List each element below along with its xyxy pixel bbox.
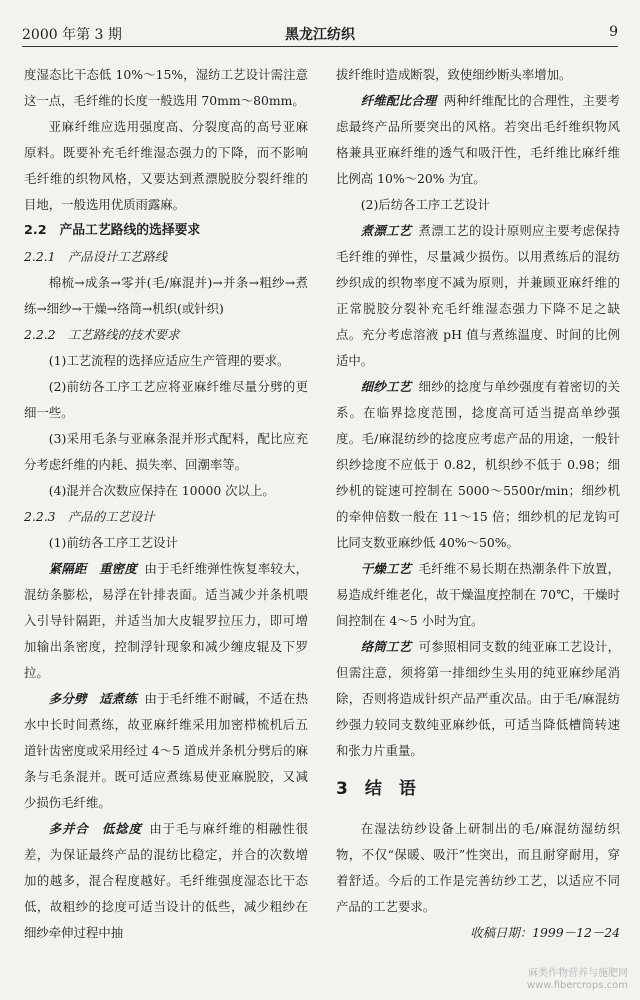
runin-heading: 细纱工艺 <box>360 379 412 394</box>
section-heading: 2.2 产品工艺路线的选择要求 <box>24 223 201 238</box>
issue-label: 2000 年第 3 期 <box>22 27 122 43</box>
subsection-heading: 2.2.3 产品的工艺设计 <box>24 509 155 524</box>
watermark <box>527 968 628 992</box>
runin-paragraph <box>336 634 620 764</box>
runin-body: 由于毛纤维不耐碱，不适在热水中长时间煮练，故亚麻纤维采用加密栉梳机后五道针齿密度或采用经过 4～5 道成并条机分劈后的麻条与毛条混并。既可适应煮练易使亚麻脱胶，又减少损伤毛纤维。 <box>24 691 309 810</box>
received-date: 收稿日期：1999－12－24 <box>470 925 620 940</box>
page-number: 9 <box>609 24 618 40</box>
body-paragraph: 亚麻纤维应选用强度高、分裂度高的高号亚麻原料。既要补充毛纤维湿态强力的下降，而不影响毛纤维的织物风格，又要达到煮漂脱胶分裂纤维的目地，一般选用优质雨露麻。 <box>24 119 308 212</box>
runin-heading: 多分劈 适煮练 <box>48 691 137 706</box>
runin-body: 由于毛纤维弹性恢复率较大，混纺条膨松，易浮在针排表面。适当减少并条机喂入引导针隔距，并适当加大皮辊罗拉压力，即可增加输出条密度，控制浮针现象和减少缠皮辊及下罗拉。 <box>24 561 309 680</box>
runin-body: 由于毛与麻纤维的相融性很差，为保证最终产品的混纺比稳定，并合的次数增加的越多，混合程度越好。毛纤维强度湿态比干态低，故粗纱的捻度可适当设计的低些，减少粗纱在细纱牵伸过程中抽 <box>24 821 309 940</box>
journal-title: 黑龙江纺织 <box>285 27 355 43</box>
left-text-column <box>24 62 308 946</box>
subsection-heading: 2.2.1 产品设计工艺路线 <box>24 249 168 264</box>
running-header <box>22 24 618 46</box>
runin-paragraph <box>336 218 620 374</box>
watermark-line1: 麻类作物营养与施肥网 <box>528 968 628 979</box>
runin-body: 煮漂工艺的设计原则应主要考虑保持毛纤维的弹性，尽量减少损伤。以用煮练后的混纺纱织成的织物率度不减为原则，并兼顾亚麻纤维的正常脱胶分裂补充毛纤维湿态强力下降不足之缺点。充分考虑溶液 pH 值与煮练温度、时间的比例适中。 <box>336 223 621 368</box>
body-paragraph: 拔纤维时造成断裂，致使细纱断头率增加。 <box>336 67 572 82</box>
runin-heading: 纤维配比合理 <box>360 93 437 108</box>
right-text-column <box>336 62 620 946</box>
runin-body: 细纱的捻度与单纱强度有着密切的关系。在临界捻度范围，捻度高可适当提高单纱强度。毛/麻混纺纱的捻度应考虑产品的用途，一般针织纱捻度不应低于 0.82，机织纱不低于 0.98；细纱机的锭速可控制在 5000～5500r/min；细纱机的牵伸倍数一般在 11～15 倍；细纱机的尼龙钩可比同支数亚麻纱低 40%～50%。 <box>336 379 621 550</box>
runin-heading: 紧隔距 重密度 <box>48 561 137 576</box>
chapter-heading: 3 结 语 <box>336 779 416 799</box>
runin-paragraph <box>24 556 308 686</box>
body-paragraph: (2)后纺各工序工艺设计 <box>360 197 490 212</box>
runin-heading: 煮漂工艺 <box>360 223 412 238</box>
body-paragraph: 度湿态比干态低 10%～15%，湿纺工艺设计需注意这一点，毛纤维的长度一般选用 70mm～80mm。 <box>24 67 308 108</box>
body-paragraph: (3)采用毛条与亚麻条混并形式配料，配比应充分考虑纤维的内耗、损失率、回潮率等。 <box>24 431 308 472</box>
body-paragraph: (1)工艺流程的选择应适应生产管理的要求。 <box>48 353 290 368</box>
runin-paragraph <box>24 816 308 946</box>
runin-heading: 干燥工艺 <box>360 561 412 576</box>
body-paragraph: (4)混并合次数应保持在 10000 次以上。 <box>48 483 275 498</box>
runin-body: 毛纤维不易长期在热潮条件下放置，易造成纤维老化，故干燥温度控制在 70℃，干燥时间控制在 4～5 小时为宜。 <box>336 561 621 628</box>
runin-body: 两种纤维配比的合理性，主要考虑最终产品所要突出的风格。若突出毛纤维织物风格兼具亚麻纤维的透气和吸汗性，毛纤维比麻纤维比例高 10%～20% 为宜。 <box>336 93 621 186</box>
runin-paragraph <box>336 88 620 192</box>
runin-heading: 多并合 低捻度 <box>48 821 142 836</box>
runin-heading: 络筒工艺 <box>360 639 412 654</box>
body-paragraph: 棉梳→成条→零并(毛/麻混并)→并条→粗纱→煮练→细纱→干燥→络筒→机织(或针织) <box>24 275 308 316</box>
subsection-heading: 2.2.2 工艺路线的技术要求 <box>24 327 180 342</box>
body-paragraph: (1)前纺各工序工艺设计 <box>48 535 178 550</box>
runin-paragraph <box>24 686 308 816</box>
runin-paragraph <box>336 374 620 556</box>
header-rule <box>22 46 618 47</box>
body-paragraph: (2)前纺各工序工艺应将亚麻纤维尽量分劈的更细一些。 <box>24 379 308 420</box>
runin-paragraph <box>336 556 620 634</box>
body-paragraph: 在湿法纺纱设备上研制出的毛/麻混纺湿纺织物，不仅“保暖、吸汗”性突出，而且耐穿耐用，穿着舒适。今后的工作是完善纺纱工艺，以适应不同产品的工艺要求。 <box>336 821 620 914</box>
watermark-line2: www.fibercrops.com <box>526 980 628 991</box>
runin-body: 可参照相同支数的纯亚麻工艺设计，但需注意，须将第一排细纱生头用的纯亚麻纱尾消除，否则将造成针织产品严重次品。由于毛/麻混纺纱强力较同支数纯亚麻纱低，可适当降低槽筒转速和张力片重量。 <box>336 639 621 758</box>
